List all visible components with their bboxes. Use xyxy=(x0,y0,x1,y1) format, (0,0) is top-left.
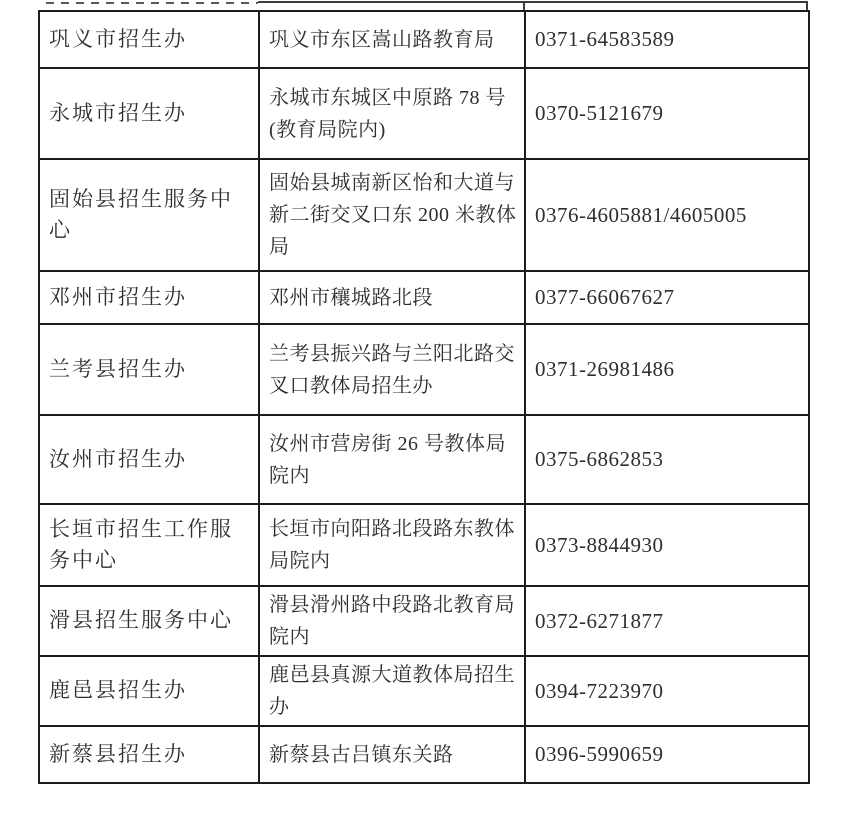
phone-cell: 0375-6862853 xyxy=(525,415,809,504)
admissions-office-table xyxy=(38,10,810,784)
phone-cell: 0371-64583589 xyxy=(525,11,809,68)
cropped-row-remnant-dashes xyxy=(46,2,258,4)
office-cell: 巩义市招生办 xyxy=(39,11,259,68)
table-row xyxy=(39,324,809,415)
address-cell: 巩义市东区嵩山路教育局 xyxy=(259,11,525,68)
office-cell: 固始县招生服务中心 xyxy=(39,159,259,271)
address-cell: 固始县城南新区怡和大道与新二街交叉口东 200 米教体局 xyxy=(259,159,525,271)
address-cell: 邓州市穰城路北段 xyxy=(259,271,525,324)
phone-cell: 0373-8844930 xyxy=(525,504,809,586)
address-cell: 兰考县振兴路与兰阳北路交叉口教体局招生办 xyxy=(259,324,525,415)
phone-cell: 0372-6271877 xyxy=(525,586,809,656)
office-cell: 长垣市招生工作服务中心 xyxy=(39,504,259,586)
phone-cell: 0394-7223970 xyxy=(525,656,809,726)
office-cell: 邓州市招生办 xyxy=(39,271,259,324)
phone-cell: 0376-4605881/4605005 xyxy=(525,159,809,271)
phone-cell: 0371-26981486 xyxy=(525,324,809,415)
address-cell: 永城市东城区中原路 78 号(教育局院内) xyxy=(259,68,525,159)
table-row xyxy=(39,656,809,726)
address-cell: 鹿邑县真源大道教体局招生办 xyxy=(259,656,525,726)
office-cell: 永城市招生办 xyxy=(39,68,259,159)
office-cell: 滑县招生服务中心 xyxy=(39,586,259,656)
address-cell: 汝州市营房街 26 号教体局院内 xyxy=(259,415,525,504)
phone-cell: 0377-66067627 xyxy=(525,271,809,324)
table-row xyxy=(39,271,809,324)
office-cell: 汝州市招生办 xyxy=(39,415,259,504)
table-row xyxy=(39,159,809,271)
table-row xyxy=(39,11,809,68)
office-cell: 兰考县招生办 xyxy=(39,324,259,415)
table-row xyxy=(39,504,809,586)
table-row xyxy=(39,726,809,783)
office-cell: 鹿邑县招生办 xyxy=(39,656,259,726)
table-row xyxy=(39,68,809,159)
phone-cell: 0370-5121679 xyxy=(525,68,809,159)
address-cell: 新蔡县古吕镇东关路 xyxy=(259,726,525,783)
address-cell: 滑县滑州路中段路北教育局院内 xyxy=(259,586,525,656)
table-row xyxy=(39,586,809,656)
phone-cell: 0396-5990659 xyxy=(525,726,809,783)
table-row xyxy=(39,415,809,504)
address-cell: 长垣市向阳路北段路东教体局院内 xyxy=(259,504,525,586)
cropped-row-remnant-line xyxy=(258,1,808,3)
office-cell: 新蔡县招生办 xyxy=(39,726,259,783)
